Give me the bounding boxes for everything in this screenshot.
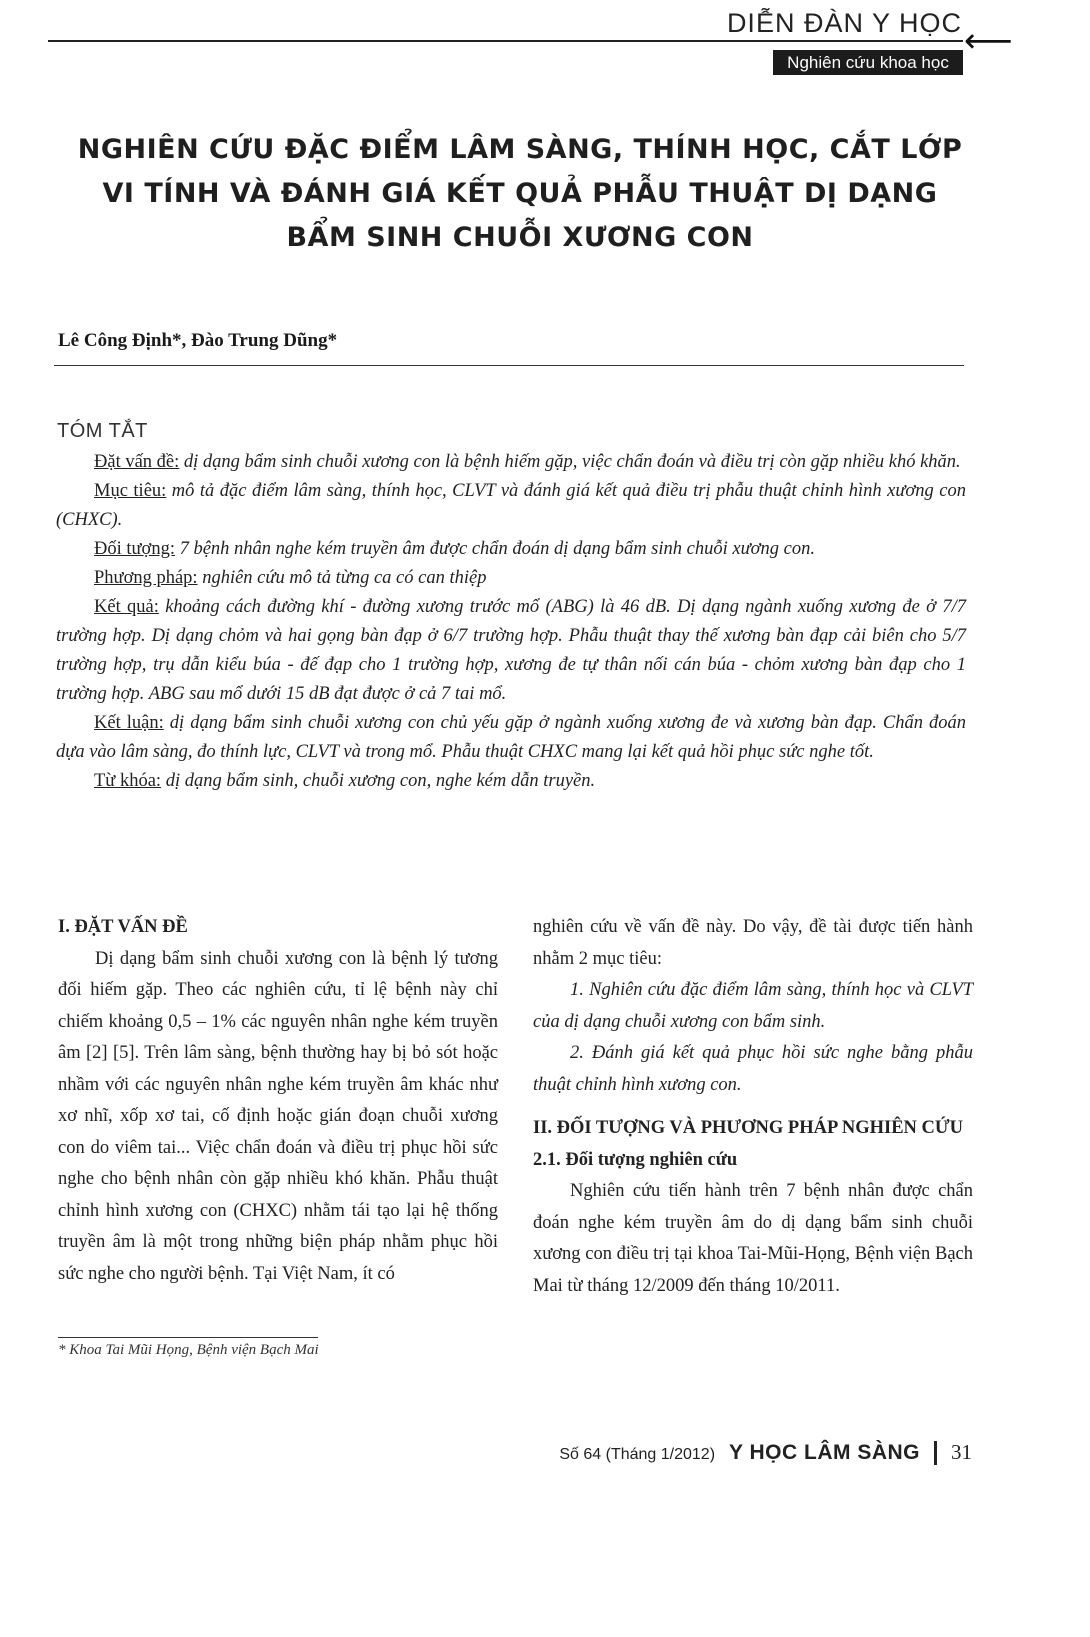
- abstract-heading: TÓM TẮT: [57, 420, 148, 442]
- abstract-item: [56, 767, 966, 796]
- subsection-heading: 2.1. Đối tượng nghiên cứu: [533, 1149, 738, 1170]
- abstract-label: Đặt vấn đề:: [94, 452, 180, 472]
- abstract-label: Kết quả:: [94, 597, 159, 617]
- journal-name: Y HỌC LÂM SÀNG: [729, 1441, 920, 1464]
- page-number: 31: [951, 1440, 972, 1464]
- abstract-text: dị dạng bẩm sinh chuỗi xương con là bệnh hiếm gặp, việc chẩn đoán và điều trị còn gặp nhiều khó khăn.: [179, 452, 961, 472]
- arrow-left-icon: ⟵: [964, 21, 1013, 61]
- title-line-3: BẨM SINH CHUỖI XƯƠNG CON: [286, 222, 754, 253]
- objective-item: 1. Nghiên cứu đặc điểm lâm sàng, thính học và CLVT của dị dạng chuỗi xương con bẩm sinh.: [533, 980, 973, 1032]
- abstract-text: nghiên cứu mô tả từng ca có can thiệp: [197, 568, 487, 588]
- footer-divider: [934, 1441, 937, 1465]
- authors: Lê Công Định*, Đào Trung Dũng*: [58, 330, 338, 351]
- journal-section-title: DIỄN ĐÀN Y HỌC: [726, 8, 962, 38]
- issue-info: Số 64 (Tháng 1/2012): [559, 1446, 716, 1463]
- abstract-item: [56, 477, 966, 535]
- body-paragraph: nghiên cứu về vấn đề này. Do vậy, đề tài được tiến hành nhằm 2 mục tiêu:: [533, 917, 973, 969]
- page-footer: [559, 1440, 972, 1465]
- abstract-text: 7 bệnh nhân nghe kém truyền âm được chẩn đoán dị dạng bẩm sinh chuỗi xương con.: [174, 539, 816, 559]
- right-column: [533, 912, 973, 1302]
- footnote: * Khoa Tai Mũi Họng, Bệnh viện Bạch Mai: [58, 1342, 319, 1358]
- abstract-label: Từ khóa:: [94, 771, 162, 791]
- abstract-item: [56, 709, 966, 767]
- objective-item: 2. Đánh giá kết quả phục hồi sức nghe bằng phẫu thuật chỉnh hình xương con.: [533, 1043, 973, 1095]
- abstract-label: Mục tiêu:: [94, 481, 167, 501]
- title-line-1: NGHIÊN CỨU ĐẶC ĐIỂM LÂM SÀNG, THÍNH HỌC, CẮT LỚP: [77, 134, 963, 165]
- abstract-item: [56, 535, 966, 564]
- title-line-2: VI TÍNH VÀ ĐÁNH GIÁ KẾT QUẢ PHẪU THUẬT DỊ DẠNG: [102, 178, 938, 209]
- abstract-label: Kết luận:: [94, 713, 164, 733]
- section-heading: I. ĐẶT VẤN ĐỀ: [58, 917, 188, 937]
- body-paragraph: Nghiên cứu tiến hành trên 7 bệnh nhân được chẩn đoán nghe kém truyền âm do dị dạng bẩm sinh chuỗi xương con điều trị tại khoa Tai-Mũi-Họng, Bệnh viện Bạch Mai từ tháng 12/2009 đến tháng 10/2011.: [533, 1181, 973, 1296]
- left-column: [58, 912, 498, 1290]
- category-badge: Nghiên cứu khoa học: [773, 50, 963, 75]
- abstract-label: Phương pháp:: [94, 568, 198, 588]
- body-paragraph: Dị dạng bẩm sinh chuỗi xương con là bệnh lý tương đối hiếm gặp. Theo các nghiên cứu, tỉ lệ bệnh này chỉ chiếm khoảng 0,5 – 1% các nguyên nhân nghe kém truyền âm [2] [5]. Trên lâm sàng, bệnh thường hay bị bỏ sót hoặc nhầm với các nguyên nhân nghe kém truyền âm khác như xơ nhĩ, xốp xơ tai, cố định hoặc gián đoạn chuỗi xương con do viêm tai... Việc chẩn đoán và điều trị phục hồi sức nghe cho bệnh nhân còn gặp nhiều khó khăn. Phẫu thuật chỉnh hình xương con (CHXC) nhằm tái tạo lại hệ thống truyền âm là một trong những biện pháp nhằm phục hồi sức nghe cho người bệnh. Tại Việt Nam, ít có: [58, 948, 498, 1284]
- abstract-text: dị dạng bẩm sinh chuỗi xương con chủ yếu gặp ở ngành xuống xương đe và xương bàn đạp. Chẩn đoán dựa vào lâm sàng, đo thính lực, CLVT và trong mổ. Phẫu thuật CHXC mang lại kết quả hồi phục sức nghe tốt.: [56, 713, 967, 762]
- article-title: [40, 128, 1000, 260]
- header-rule: [48, 40, 963, 42]
- author-rule: [54, 365, 964, 366]
- abstract-item: [56, 593, 966, 709]
- abstract-item: [56, 564, 966, 593]
- abstract-text: khoảng cách đường khí - đường xương trước mổ (ABG) là 46 dB. Dị dạng ngành xuống xương đe ở 7/7 trường hợp. Dị dạng chỏm và hai gọng bàn đạp ở 6/7 trường hợp. Phẫu thuật thay thế xương bàn đạp cải biên cho 5/7 trường hợp, trụ dẫn kiểu búa - đế đạp cho 1 trường hợp, xương đe tự thân nối cán búa - chỏm xương bàn đạp cho 1 trường hợp. ABG sau mổ dưới 15 dB đạt được ở cả 7 tai mổ.: [56, 597, 966, 704]
- footnote-rule: [58, 1337, 318, 1338]
- abstract-label: Đối tượng:: [94, 539, 175, 559]
- abstract-text: dị dạng bẩm sinh, chuỗi xương con, nghe kém dẫn truyền.: [161, 771, 596, 791]
- section-heading: II. ĐỐI TƯỢNG VÀ PHƯƠNG PHÁP NGHIÊN CỨU: [533, 1118, 963, 1138]
- abstract-text: mô tả đặc điểm lâm sàng, thính học, CLVT và đánh giá kết quả điều trị phẫu thuật chỉnh hình xương con (CHXC).: [56, 481, 966, 530]
- abstract-item: [56, 448, 966, 477]
- abstract: [56, 448, 966, 796]
